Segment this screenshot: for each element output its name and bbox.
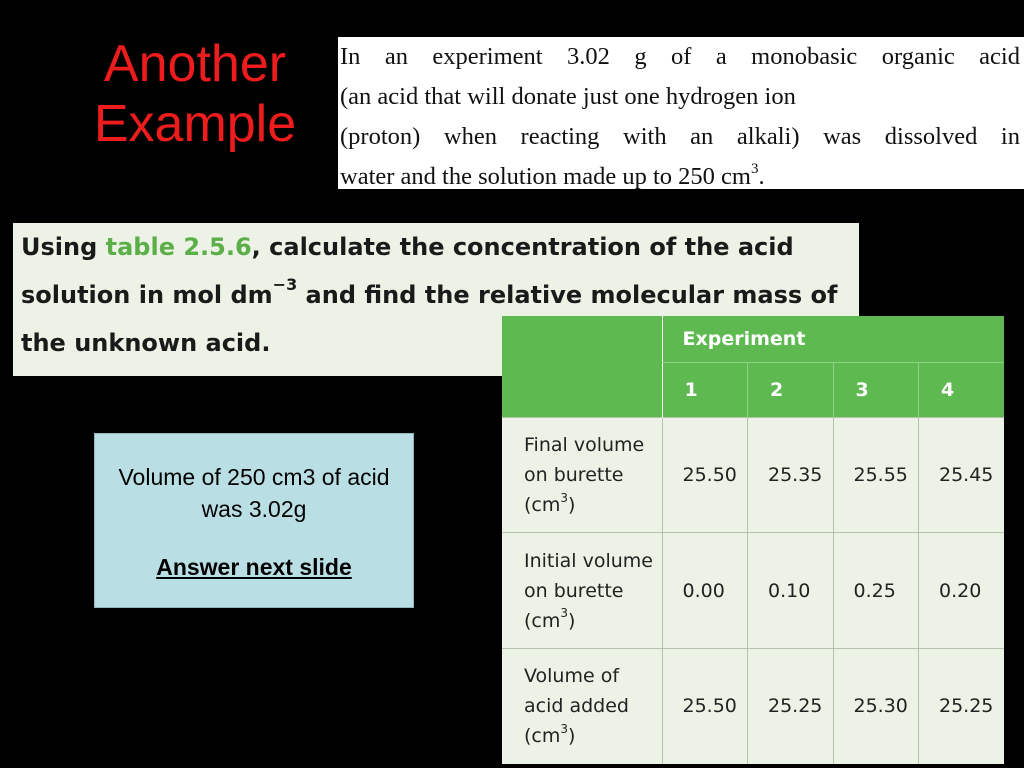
- row-label-unit-post: ): [568, 609, 576, 632]
- problem-line-4-text: water and the solution made up to 250 cm: [340, 163, 751, 189]
- slide-title: [60, 34, 330, 154]
- problem-line-1: In an experiment 3.02 g of a monobasic organic acid: [340, 43, 1020, 70]
- question-line-3: the unknown acid.: [21, 329, 271, 357]
- problem-line-4-end: .: [758, 163, 765, 189]
- slide-title-line-2: Example: [93, 95, 297, 153]
- row-label: [502, 648, 662, 764]
- column-header-2: 2: [748, 363, 834, 418]
- table-cell: 25.45: [919, 417, 1005, 533]
- row-label-unit-pre: (cm: [524, 609, 561, 632]
- row-label-unit-post: ): [568, 494, 576, 517]
- question-line-1: [21, 223, 859, 271]
- table-cell: 0.20: [919, 533, 1005, 649]
- row-label-unit-superscript: 3: [560, 606, 569, 621]
- experiment-group-header: Experiment: [662, 316, 1004, 363]
- table-cell: 0.10: [748, 533, 834, 649]
- row-label-line-2: on burette: [524, 464, 624, 487]
- row-label-unit-superscript: 3: [560, 722, 569, 737]
- table-corner-cell: [502, 316, 662, 417]
- row-label: [502, 417, 662, 533]
- experiment-table: [502, 316, 1004, 764]
- question-line-2-post: and find the relative molecular mass of: [297, 281, 838, 309]
- table-header-row-group: [502, 316, 1004, 363]
- question-line-2-pre: solution in mol dm: [21, 281, 273, 309]
- table-cell: 25.25: [748, 648, 834, 764]
- question-line-2-superscript: −3: [272, 275, 298, 294]
- row-label-line-1: Volume of: [524, 665, 620, 688]
- table-cell: 25.25: [919, 648, 1005, 764]
- problem-line-4: [340, 157, 1020, 189]
- problem-line-4-superscript: 3: [750, 160, 759, 177]
- column-header-3: 3: [833, 363, 919, 418]
- row-label: [502, 533, 662, 649]
- answer-next-slide-link[interactable]: Answer next slide: [156, 554, 352, 580]
- problem-line-2: (an acid that will donate just one hydrogen ion: [340, 83, 796, 110]
- row-label-line-2: acid added: [524, 695, 629, 718]
- question-line-1-prefix: Using: [21, 233, 106, 261]
- problem-statement: [338, 37, 1024, 189]
- table-cell: 25.50: [662, 417, 748, 533]
- table-cell: 0.25: [833, 533, 919, 649]
- row-label-line-2: on burette: [524, 579, 624, 602]
- info-text: Volume of 250 cm3 of acid was 3.02g: [118, 464, 390, 522]
- table-reference: table 2.5.6: [105, 233, 252, 261]
- slide-title-line-1: Another: [103, 35, 287, 93]
- row-label-unit-superscript: 3: [560, 490, 569, 505]
- table-row-final-volume: [502, 417, 1004, 533]
- row-label-unit-pre: (cm: [524, 494, 561, 517]
- row-label-line-1: Initial volume: [524, 549, 654, 572]
- row-label-line-1: Final volume: [524, 434, 645, 457]
- info-box: [94, 433, 414, 608]
- column-header-1: 1: [662, 363, 748, 418]
- problem-line-3: (proton) when reacting with an alkali) was dissolved in: [340, 123, 1020, 150]
- table-cell: 0.00: [662, 533, 748, 649]
- question-line-2: [21, 271, 859, 319]
- table-cell: 25.50: [662, 648, 748, 764]
- table-cell: 25.35: [748, 417, 834, 533]
- row-label-unit-post: ): [568, 725, 576, 748]
- table-cell: 25.55: [833, 417, 919, 533]
- table-row-initial-volume: [502, 533, 1004, 649]
- row-label-unit-pre: (cm: [524, 725, 561, 748]
- question-line-1-rest: , calculate the concentration of the acid: [251, 233, 794, 261]
- table-row-volume-added: [502, 648, 1004, 764]
- table-cell: 25.30: [833, 648, 919, 764]
- column-header-4: 4: [919, 363, 1005, 418]
